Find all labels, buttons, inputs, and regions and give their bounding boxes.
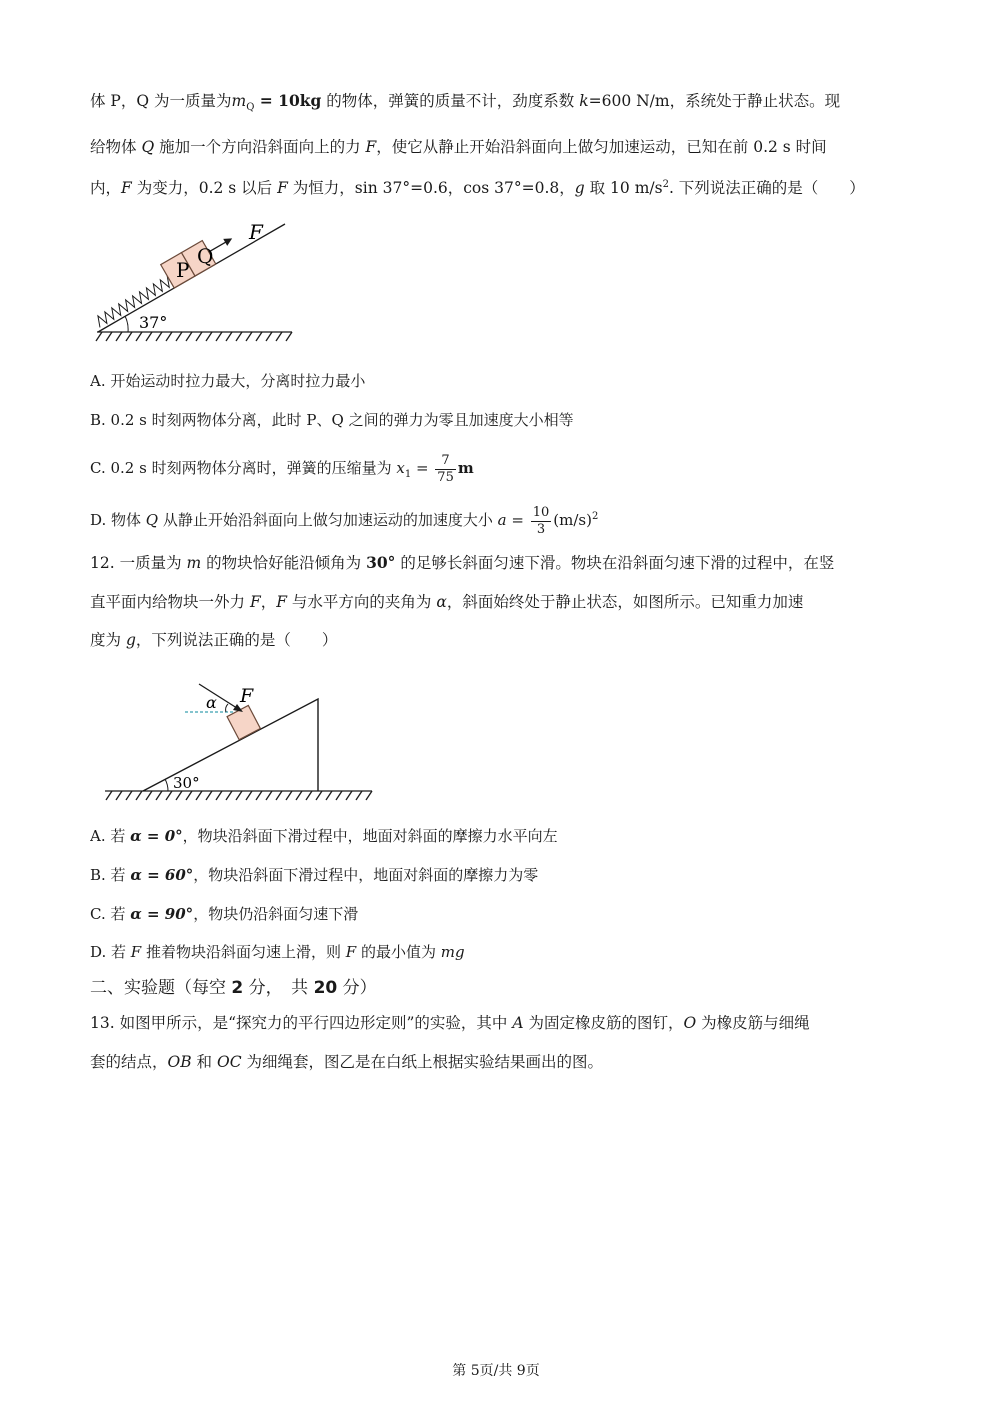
angle-label-30: 30° — [173, 774, 200, 792]
incline-wedge — [143, 699, 318, 791]
text: 内， — [90, 179, 122, 198]
q12-incline-figure — [100, 678, 380, 803]
denominator: 3 — [536, 521, 546, 537]
label-q: Q — [197, 244, 214, 268]
var-a: a — [497, 511, 507, 529]
points: 2 — [231, 978, 244, 998]
q12-stem-line1 — [90, 551, 905, 575]
option-text: D. 若 — [90, 943, 131, 961]
q12-stem-line3 — [90, 628, 905, 652]
page-footer: 第 5页/共 9页 — [452, 1363, 540, 1379]
angle-label-37: 37° — [139, 313, 168, 332]
option-text: A. 若 — [90, 827, 131, 845]
block — [227, 705, 260, 739]
sup: 2 — [662, 179, 669, 190]
option-text: A. 开始运动时拉力最大，分离时拉力最小 — [90, 372, 366, 390]
text: 13. 如图甲所示，是“探究力的平行四边形定则”的实验，其中 — [90, 1014, 513, 1032]
text: ， — [260, 593, 277, 611]
q11-option-b[interactable] — [90, 408, 905, 432]
var-f: F — [365, 138, 377, 156]
numerator: 10 — [532, 504, 550, 520]
var-a: A — [512, 1014, 524, 1032]
eq: = — [411, 459, 434, 477]
q13-stem-line2 — [90, 1050, 905, 1074]
q11-stem-line1 — [90, 89, 905, 120]
var-f: F — [276, 593, 287, 611]
arrow-head-icon — [223, 235, 234, 246]
option-text: ，物块沿斜面下滑过程中，地面对斜面的摩擦力水平向左 — [182, 827, 558, 845]
label-f: F — [249, 220, 263, 244]
text: 施加一个方向沿斜面向上的力 — [154, 138, 366, 156]
option-text: 推着物块沿斜面匀速上滑，则 — [141, 943, 346, 961]
text: 与水平方向的夹角为 — [286, 593, 437, 611]
var-f: F — [121, 179, 132, 198]
text: 分） — [337, 978, 377, 998]
option-text: B. 0.2 s 时刻两物体分离，此时 P、Q 之间的弹力为零且加速度大小相等 — [90, 411, 574, 429]
text: 套的结点， — [90, 1053, 168, 1071]
text: 为恒力，sin 37°=0.6，cos 37°=0.8， — [287, 179, 575, 198]
angle-arc — [125, 316, 128, 332]
sup: 2 — [591, 511, 599, 522]
var-oc: OC — [216, 1053, 242, 1071]
text: 为变力，0.2 s 以后 — [131, 179, 278, 198]
var-m: m — [231, 92, 247, 110]
q12-option-b[interactable] — [90, 863, 905, 887]
var-f: F — [345, 943, 357, 961]
text: =600 N/m，系统处于静止状态。现 — [588, 92, 841, 110]
text: 二、实验题（每空 — [90, 978, 232, 998]
option-text: ，物块仍沿斜面匀速下滑 — [193, 905, 359, 923]
text: 为橡皮筋与细绳 — [696, 1014, 810, 1032]
var-o: O — [683, 1014, 697, 1032]
var-mg: mg — [440, 943, 465, 961]
alpha-expr: α = 0° — [130, 827, 183, 845]
var-q: Q — [145, 511, 159, 529]
q11-option-d[interactable] — [90, 497, 905, 537]
var-f: F — [249, 593, 261, 611]
option-text: 的最小值为 — [356, 943, 441, 961]
label-f: F — [240, 685, 254, 707]
q13-stem-line1 — [90, 1011, 905, 1035]
var-g: g — [125, 631, 136, 649]
q12-option-a[interactable] — [90, 824, 905, 848]
text: ，斜面始终处于静止状态，如图所示。已知重力加速 — [446, 593, 804, 611]
alpha-expr: α = 90° — [130, 905, 194, 923]
denominator: 75 — [437, 469, 454, 485]
option-text: ，物块沿斜面下滑过程中，地面对斜面的摩擦力为零 — [193, 866, 539, 884]
text: ，下列说法正确的是（ ） — [135, 631, 338, 649]
eq: = — [506, 511, 529, 529]
q12-option-d[interactable] — [90, 940, 905, 964]
var-m: m — [186, 554, 202, 572]
text: 的足够长斜面匀速下滑。物块在沿斜面匀速下滑的过程中，在竖 — [395, 554, 835, 572]
label-p: P — [176, 258, 190, 282]
total-points: 20 — [313, 978, 338, 998]
var-g: g — [574, 179, 585, 198]
sub-q: Q — [246, 102, 255, 114]
text: 给物体 — [90, 138, 142, 156]
alpha-arc — [226, 704, 228, 712]
q12-stem-line2 — [90, 590, 905, 614]
text: 直平面内给物块一外力 — [90, 593, 250, 611]
angle-30: 30° — [366, 553, 396, 572]
text: . 下列说法正确的是（ ） — [668, 179, 865, 198]
option-text: D. 物体 — [90, 511, 146, 529]
var-x: x — [396, 459, 405, 477]
text: 为细绳套，图乙是在白纸上根据实验结果画出的图。 — [241, 1053, 603, 1071]
sub-1: 1 — [404, 469, 412, 480]
text: 为固定橡皮筋的图钉， — [523, 1014, 684, 1032]
option-text: C. 若 — [90, 905, 131, 923]
var-ob: OB — [167, 1053, 192, 1071]
ground-hatch — [105, 791, 372, 800]
option-text: 从静止开始沿斜面向上做匀加速运动的加速度大小 — [158, 511, 498, 529]
mass-value: = 10kg — [254, 91, 322, 110]
text: 的物体，弹簧的质量不计，劲度系数 — [321, 92, 580, 110]
q11-stem-line3 — [90, 173, 905, 200]
unit-m: m — [457, 459, 474, 477]
text: 12. 一质量为 — [90, 554, 187, 572]
var-f: F — [277, 179, 288, 198]
var-f: F — [130, 943, 142, 961]
text: 分， 共 — [243, 978, 314, 998]
text: ，使它从静止开始沿斜面向上做匀加速运动，已知在前 0.2 s 时间 — [376, 138, 827, 156]
section-title-experiment — [90, 976, 905, 1000]
numerator: 7 — [435, 453, 456, 470]
angle-arc — [165, 779, 168, 791]
q11-incline-figure — [92, 215, 302, 345]
text: 取 10 m/s — [584, 179, 663, 198]
text: 和 — [191, 1053, 217, 1071]
fraction-10-3 — [531, 505, 552, 538]
text: 体 P，Q 为一质量为 — [90, 92, 232, 110]
q11-option-a[interactable] — [90, 369, 905, 393]
var-q: Q — [141, 138, 155, 156]
option-text: C. 0.2 s 时刻两物体分离时，弹簧的压缩量为 — [90, 459, 397, 477]
text: 度为 — [90, 631, 126, 649]
text: 的物块恰好能沿倾角为 — [201, 554, 367, 572]
q11-stem-line2 — [90, 135, 905, 159]
var-alpha: α — [436, 593, 447, 611]
q12-option-c[interactable] — [90, 902, 905, 926]
ground-hatch — [96, 332, 292, 341]
label-alpha: α — [206, 693, 217, 712]
option-text: B. 若 — [90, 866, 131, 884]
alpha-expr: α = 60° — [130, 866, 194, 884]
var-k: k — [579, 92, 589, 110]
fraction-7-75 — [435, 453, 456, 486]
unit: (m/s) — [553, 511, 592, 529]
q11-option-c[interactable] — [90, 448, 905, 488]
